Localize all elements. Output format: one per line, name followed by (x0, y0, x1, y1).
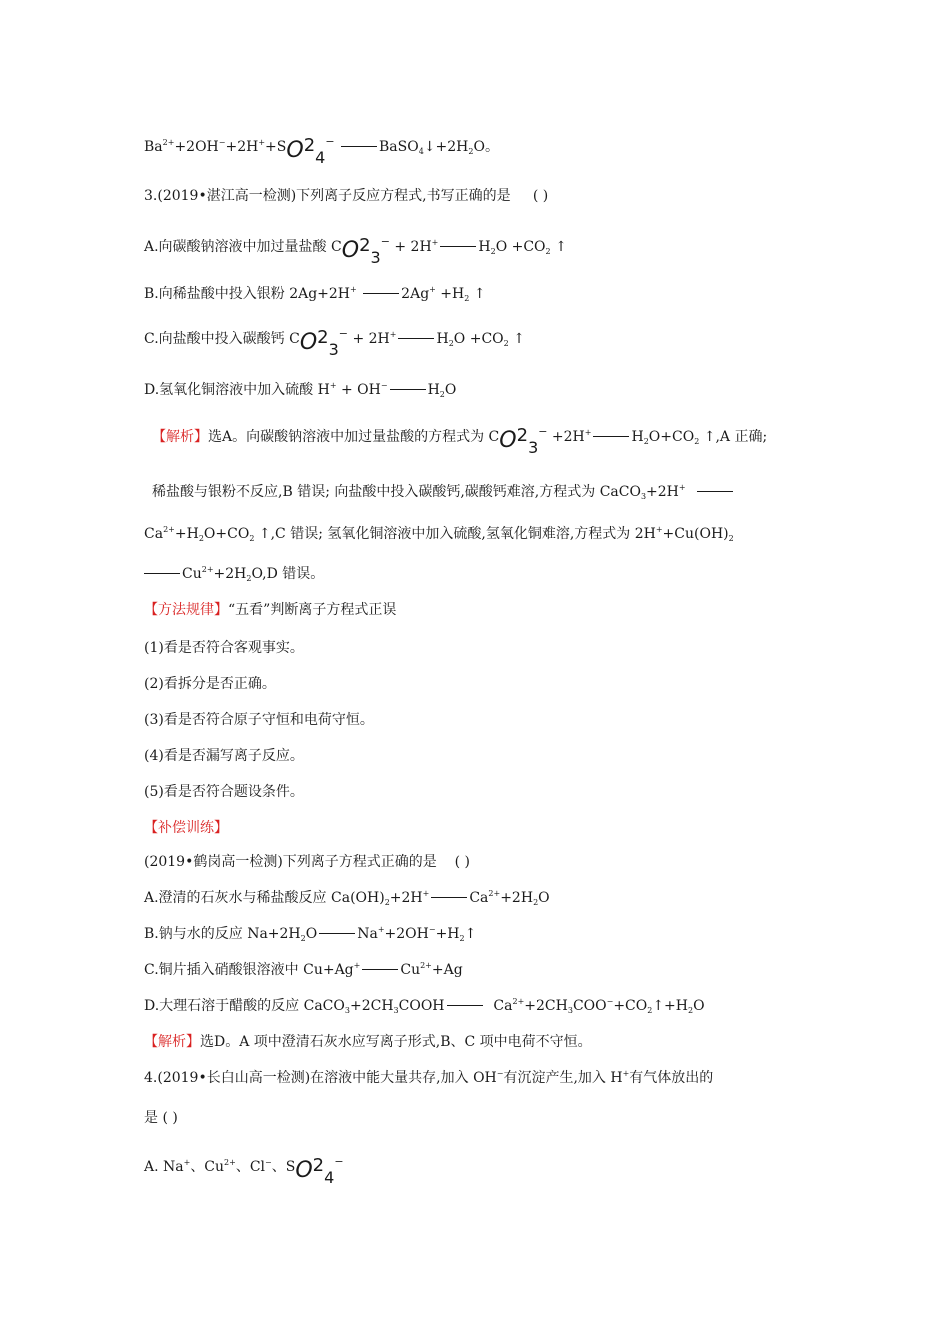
supplement-option-a: A.澄清的石灰水与稀盐酸反应 $Ca(OH)_2+2H^+$ $Ca^{2+}+2H_2O$ (144, 889, 550, 907)
rule-4: (4)看是否漏写离子反应。 (144, 748, 304, 764)
analysis-tag: 【解析】 (152, 429, 208, 445)
question-3-option-c: C.向盐酸中投入碳酸钙 CO23− + 2H+ $H_2O +CO_2$ ↑ (144, 327, 525, 359)
supplement-heading: 【补偿训练】 (144, 820, 228, 836)
equation-line-ba: $Ba^{2+}+2OH^-+2H^++SO24^-$ $BaSO_4↓+2H_2O$。 (144, 135, 499, 167)
question-4-stem: 4.(2019•长白山高一检测)在溶液中能大量共存,加入 OH−有沉淀产生,加入 H+有气体放出的 (144, 1069, 714, 1086)
question-4-stem-cont: 是 ( ) (144, 1110, 178, 1126)
analysis-2: 稀盐酸与银粉不反应,B 错误; 向盐酸中投入碳酸钙,碳酸钙难溶,方程式为 CaCO$_3$+2H+ (152, 482, 735, 502)
analysis-1: 【解析】选A。向碳酸钠溶液中加过量盐酸的方程式为 CO23− +2H+ $H_2O+CO_2$ ↑,A 正确; (152, 425, 768, 457)
method-heading: 【方法规律】“五看”判断离子方程式正误 (144, 602, 397, 618)
rule-2: (2)看拆分是否正确。 (144, 676, 276, 692)
rule-3: (3)看是否符合原子守恒和电荷守恒。 (144, 712, 374, 728)
supplement-option-c: C.铜片插入硝酸银溶液中 Cu+Ag+ $Cu^{2+}+Ag$ (144, 961, 463, 978)
question-3-stem: 3.(2019•湛江高一检测)下列离子反应方程式,书写正确的是 ( ) (144, 188, 549, 204)
question-3-option-a: A.向碳酸钠溶液中加过量盐酸 CO23− + 2H+ $H_2O +CO_2$ ↑ (144, 235, 567, 267)
rule-5: (5)看是否符合题设条件。 (144, 784, 304, 800)
rule-1: (1)看是否符合客观事实。 (144, 640, 304, 656)
supplement-option-d: D.大理石溶于醋酸的反应 $CaCO_3+2CH_3COOH$ $Ca^{2+}+2CH_3COO^-+CO_2↑+H_2O$ (144, 997, 705, 1015)
question-4-option-a: A. Na+、$Cu^{2+}$、Cl−、SO24− (144, 1155, 344, 1187)
analysis-5: 【解析】选D。A 项中澄清石灰水应写离子形式,B、C 项中电荷不守恒。 (144, 1034, 592, 1050)
question-3-option-d: D.氢氧化铜溶液中加入硫酸 H+ + OH− $H_2O$ (144, 381, 457, 399)
analysis-4: $Cu^{2+}+2H_2O,D$ 错误。 (144, 564, 324, 584)
analysis-3: $Ca^{2+}+H_2O+CO_2$ ↑,C 错误; 氢氧化铜溶液中加入硫酸,氢氧化铜难溶,方程式为 $2H^++Cu(OH)_2$ (144, 525, 734, 543)
question-3-option-b: B.向稀盐酸中投入银粉 2Ag+2H+ $2Ag^+ +H_2$ ↑ (144, 285, 486, 303)
supplement-question-stem: (2019•鹤岗高一检测)下列离子方程式正确的是 ( ) (144, 854, 470, 870)
supplement-option-b: B.钠与水的反应 $Na+2H_2O$ $Na^++2OH^-+H_2↑$ (144, 925, 477, 943)
